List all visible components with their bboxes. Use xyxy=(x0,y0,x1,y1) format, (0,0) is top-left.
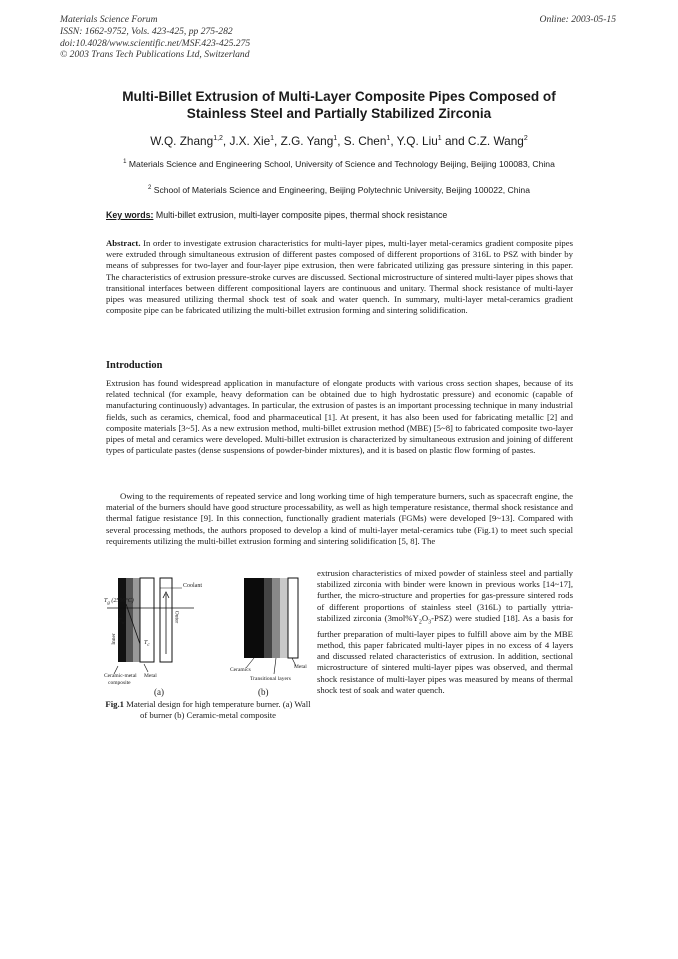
affiliation-2 xyxy=(96,183,582,196)
figure-caption-label: Fig.1 xyxy=(105,699,124,709)
fig-text: T xyxy=(104,598,108,604)
affiliation-text: School of Materials Science and Engineering, Beijing Polytechnic University, Beijing 100022, China xyxy=(153,184,530,195)
author-list xyxy=(90,134,588,148)
text-run: O xyxy=(421,612,429,623)
paper-title: Multi-Billet Extrusion of Multi-Layer Composite Pipes Composed of Stainless Steel and Partially Stabilized Zirconia xyxy=(122,89,556,121)
fig-label-tc xyxy=(144,640,150,648)
author-affil: 2 xyxy=(523,135,528,143)
subscript: 3 xyxy=(428,619,432,626)
affiliation-number: 2 xyxy=(147,185,152,191)
text-run: extrusion characteristics of mixed powder of stainless steel and partially stabilized zirconia with binder were known in previous works [14~17], further, the micro-structure and properties for gas-pressure sintered rods of different proportions of stainless steel (316L) to partially yttria-stabilized zirconia (3mol%Y xyxy=(317,568,573,623)
fig-label-transitional: Transitional layers xyxy=(250,676,291,682)
keywords-label: Key words: xyxy=(106,210,154,220)
label-leader xyxy=(144,664,148,672)
author-sep: , xyxy=(337,134,344,148)
author-sep: , xyxy=(390,134,397,148)
journal-name: Materials Science Forum xyxy=(60,14,158,25)
doi-line[interactable]: doi:10.4028/www.scientific.net/MSF.423-425.275 xyxy=(60,37,251,49)
fig-label-outer: Outer xyxy=(173,610,180,624)
metal-layer xyxy=(288,578,298,658)
author: Z.G. Yang xyxy=(280,134,334,148)
author: W.Q. Zhang xyxy=(150,134,214,148)
section-heading-introduction: Introduction xyxy=(106,360,163,371)
author-affil: 1 xyxy=(270,135,275,143)
fig-label-inner: Inner xyxy=(110,633,117,645)
abstract-text: In order to investigate extrusion characteristics for multi-layer pipes, multi-layer metal-ceramics gradient composite pipes were extruded through simultaneous extrusion of different pastes composed of different proportions of 316L to PSZ with binder by means of subpresses for two-layer and four-layer pipe extrusion, then were fabricated utilizing gas pressure sintering in this paper. The characteristics of extrusion pressure-stroke curves are discussed. Sectional microstructure of sintered multi-layer pipes shows that transitional interfaces between different compositional layers are continuous and unitary. Thermal shock resistance of multi-layer pipes was measured utilizing thermal shock test of soak and water quench. In summary, multi-layer metal-ceramics gradient composite pipe can be fabricated utilizing the multi-billet extrusion forming and sintering solidification. xyxy=(106,238,574,316)
text-run: -PSZ) were studied [18]. As a basis for further preparation of multi-layer pipes to fulfill above aim by the MBE method, this paper fabricated multi-layer pipes in no excess of 4 layers and discussed related characteristics of extrusion. In addition, sectional microstructure of sintered multi-layer pipes was observed, and thermal shock resistance of multi-layer pipes was measured by means of thermal shock test of soak and water quench. xyxy=(317,612,573,695)
fig-text: T xyxy=(118,618,122,624)
affiliation-1 xyxy=(104,157,574,170)
transitional-layer xyxy=(272,578,280,658)
fig-label-tw xyxy=(118,618,125,626)
figure-1 xyxy=(104,574,312,752)
fig-text: (2500°C) xyxy=(111,598,134,604)
fig-label-ceramic-metal: Ceramic-metal xyxy=(104,673,137,679)
author: Y.Q. Liu xyxy=(396,134,438,148)
fig-text: w xyxy=(121,621,125,627)
fig-label-metal-a: Metal xyxy=(144,673,157,679)
online-date: Online: 2003-05-15 xyxy=(539,14,616,25)
keywords xyxy=(106,210,447,220)
fig-label-coolant: Coolant xyxy=(183,583,202,589)
transitional-layer xyxy=(280,578,288,658)
author-affil: 1,2 xyxy=(213,135,223,143)
metal-layer xyxy=(140,578,154,662)
keywords-text: Multi-billet extrusion, multi-layer composite pipes, thermal shock resistance xyxy=(155,210,448,220)
fig-label-composite: composite xyxy=(108,680,131,686)
figure-caption-text: Material design for high temperature burner. (a) Wall of burner (b) Ceramic-metal composite xyxy=(126,699,311,721)
figure-1-drawing xyxy=(104,574,312,752)
copyright-line: © 2003 Trans Tech Publications Ltd, Switzerland xyxy=(60,49,250,61)
label-leader xyxy=(274,658,276,674)
subscript: 2 xyxy=(418,619,422,626)
author: C.Z. Wang xyxy=(467,134,524,148)
transitional-layer xyxy=(264,578,272,658)
fig-sublabel-a: (a) xyxy=(154,687,164,697)
affiliation-text: Materials Science and Engineering School, University of Science and Technology Beijing, Beijing 100083, China xyxy=(128,158,555,169)
ceramic-layer xyxy=(244,578,264,658)
author-sep: , xyxy=(274,134,281,148)
fig-text: T xyxy=(144,640,148,646)
figure-1-caption xyxy=(104,699,312,721)
author: J.X. Xie xyxy=(229,134,271,148)
affiliation-number: 1 xyxy=(123,159,127,165)
author-affil: 1 xyxy=(386,135,391,143)
abstract-label: Abstract. xyxy=(106,238,141,248)
journal-header xyxy=(60,14,620,61)
author-sep: and xyxy=(441,134,468,148)
fig-label-tg xyxy=(104,598,134,606)
fig-label-metal-b: Metal xyxy=(294,664,307,670)
fig-label-ceramics: Ceramics xyxy=(230,667,251,673)
author-sep: , xyxy=(222,134,230,148)
author-affil: 1 xyxy=(437,135,442,143)
introduction-paragraph-3 xyxy=(317,568,573,696)
fig-text: c xyxy=(147,643,150,649)
issn-line: ISSN: 1662-9752, Vols. 423-425, pp 275-282 xyxy=(60,25,233,37)
figure-1b-composite-diagram xyxy=(244,578,298,674)
author: S. Chen xyxy=(343,134,387,148)
transition-layer xyxy=(133,578,140,662)
introduction-paragraph-1: Extrusion has found widespread application in manufacture of elongate products with various cross section shapes, because of its related technical (for example, heavy deformation can be obtained due to high hydrostatic pressure) and economic (capable of manufacturing continuously) advantages. In particular, the extrusion of pastes is an important processing technique in many industrial fields, such as ceramics, chemical, food and pharmaceutical [1]. At present, it has also been used for fabricating metallic [2] and composite materials [3~5]. As a new extrusion method, multi-billet extrusion method (MBE) [5~8] to fabricated composite two-layer pipes of metal and ceramics were developed. Multi-billet extrusion is characterized by simultaneous extrusion and joining of different types of particulate pastes (dense suspensions of powder-binder mixtures), and it is based on plastic flow forming of pastes. xyxy=(106,378,573,456)
abstract xyxy=(106,238,573,316)
fig-text: g xyxy=(107,601,110,607)
author-affil: 1 xyxy=(333,135,338,143)
introduction-paragraph-2: Owing to the requirements of repeated service and long working time of high temperature burners, such as spacecraft engine, the material of the burners should have good structure processability, as well as high temperature resistance, thermal shock resistance and thermal fatigue resistance [9]. In this connection, functionally gradient materials (FGMs) were developed [9~13]. Compared with several processing methods, the authors proposed to develop a kind of multi-layer metal-ceramics tube (Fig.1) to meet such special requirements utilizing the multi-billet extrusion forming and sintering solidification [5, 8]. The xyxy=(106,491,573,546)
fig-sublabel-b: (b) xyxy=(258,687,269,697)
